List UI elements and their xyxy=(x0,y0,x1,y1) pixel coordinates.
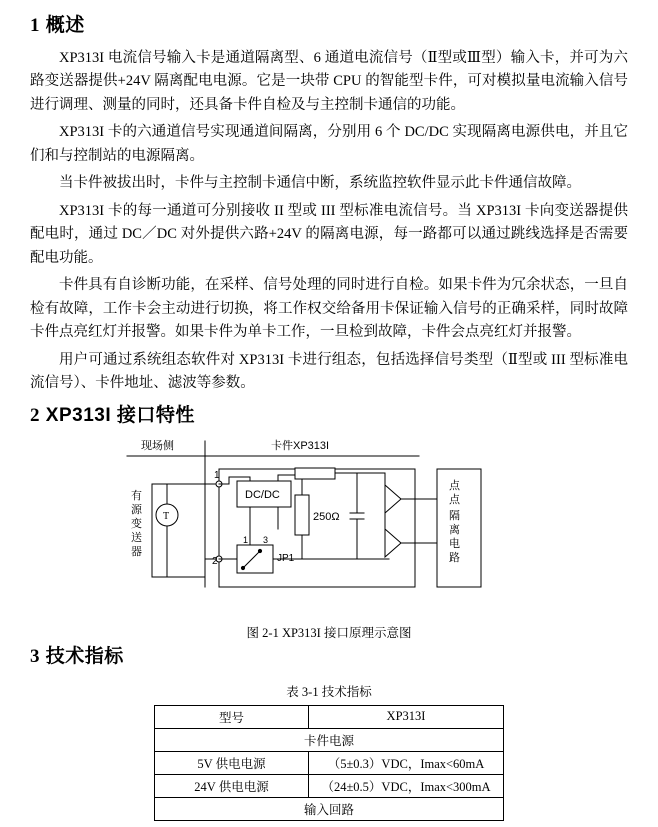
figure-label-dcdc: DC/DC xyxy=(245,488,280,501)
paragraph: 当卡件被拔出时，卡件与主控制卡通信中断，系统监控软件显示此卡件通信故障。 xyxy=(59,175,581,192)
figure-label-field-side: 现场侧 xyxy=(141,439,174,452)
section-3-heading xyxy=(30,641,628,668)
paragraph: 卡件具有自诊断功能，在采样、信号处理的同时进行自检。如果卡件为冗余状态，一旦自检有故障，工作卡会主动进行切换，将工作权交给备用卡保证输入信号的正确采样，同时故障卡件点亮红灯并报警。如果卡件为单卡工作，一旦检到故障，卡件会点亮红灯并报警。 xyxy=(30,277,628,341)
figure-transmitter-symbol: T xyxy=(163,510,170,522)
section-3-number: 3 xyxy=(30,645,40,667)
table-cell: （24±0.5）VDC，Imax<300mA xyxy=(309,774,504,797)
section-2-heading xyxy=(30,400,628,427)
table-row xyxy=(155,728,504,751)
table-cell: 卡件电源 xyxy=(155,728,504,751)
table-row xyxy=(155,797,504,820)
svg-text:源: 源 xyxy=(131,503,142,516)
table-cell: 型号 xyxy=(155,705,309,728)
figure-terminal-2: 2 xyxy=(212,555,218,567)
section-2-number: 2 xyxy=(30,404,40,426)
section-3-title: 技术指标 xyxy=(45,645,124,667)
table-cell: 24V 供电电源 xyxy=(155,774,309,797)
svg-text:电: 电 xyxy=(449,537,460,550)
svg-text:送: 送 xyxy=(131,531,142,544)
section-1-title: 概述 xyxy=(45,15,85,36)
figure-label-card-side: 卡件XP313I xyxy=(271,439,330,452)
svg-text:器: 器 xyxy=(131,545,142,558)
paragraph: XP313I 卡的每一通道可分别接收 II 型或 III 型标准电流信号。当 XP313I 卡向变送器提供配电时，通过 DC／DC 对外提供六路+24V 的隔离电源，每一路都可以通过跳线选择是否需要配电功能。 xyxy=(30,202,628,266)
table-cell: XP313I xyxy=(309,705,504,728)
figure-label-transmitter: 有 xyxy=(131,489,142,502)
svg-text:点: 点 xyxy=(449,493,460,506)
interface-schematic-svg xyxy=(119,437,539,617)
figure-interface-diagram xyxy=(30,437,628,641)
figure-label-isolation: 点 xyxy=(449,479,460,492)
table-row xyxy=(155,705,504,728)
figure-label-jp1: JP1 xyxy=(277,552,295,564)
svg-text:变: 变 xyxy=(131,517,142,530)
paragraph: XP313I 卡的六通道信号实现通道间隔离，分别用 6 个 DC/DC 实现隔离电源供电，并且它们和与控制站的电源隔离。 xyxy=(30,124,628,164)
figure-jumper-pin-3: 3 xyxy=(263,534,269,545)
section-1-heading xyxy=(30,10,628,37)
table-row xyxy=(155,751,504,774)
svg-text:离: 离 xyxy=(449,523,460,536)
table-cell: （5±0.3）VDC，Imax<60mA xyxy=(309,751,504,774)
paragraph: 用户可通过系统组态软件对 XP313I 卡进行组态，包括选择信号类型（Ⅱ型或 III 型标准电流信号）、卡件地址、滤波等参数。 xyxy=(30,351,628,392)
section-2-title: XP313I 接口特性 xyxy=(45,404,195,426)
figure-jumper-pin-1: 1 xyxy=(243,534,249,545)
figure-label-resistor: 250Ω xyxy=(313,510,340,523)
table-cell: 输入回路 xyxy=(155,797,504,820)
svg-text:隔: 隔 xyxy=(449,509,460,522)
table-cell: 5V 供电电源 xyxy=(155,751,309,774)
section-1-number: 1 xyxy=(30,15,40,36)
svg-text:路: 路 xyxy=(449,551,460,564)
spec-table xyxy=(154,705,504,821)
table-row xyxy=(155,774,504,797)
paragraph: XP313I 电流信号输入卡是通道隔离型、6 通道电流信号（Ⅱ型或Ⅲ型）输入卡，并可为六路变送器提供+24V 隔离配电电源。它是一块带 CPU 的智能型卡件，可对模拟量电流输入信号进行调理、测量的同时，还具备卡件自检及与主控制卡通信的功能。 xyxy=(30,50,628,113)
figure-caption: 图 2-1 XP313I 接口原理示意图 xyxy=(246,625,412,640)
figure-terminal-1: 1 xyxy=(214,469,220,481)
table-caption: 表 3-1 技术指标 xyxy=(286,684,372,699)
